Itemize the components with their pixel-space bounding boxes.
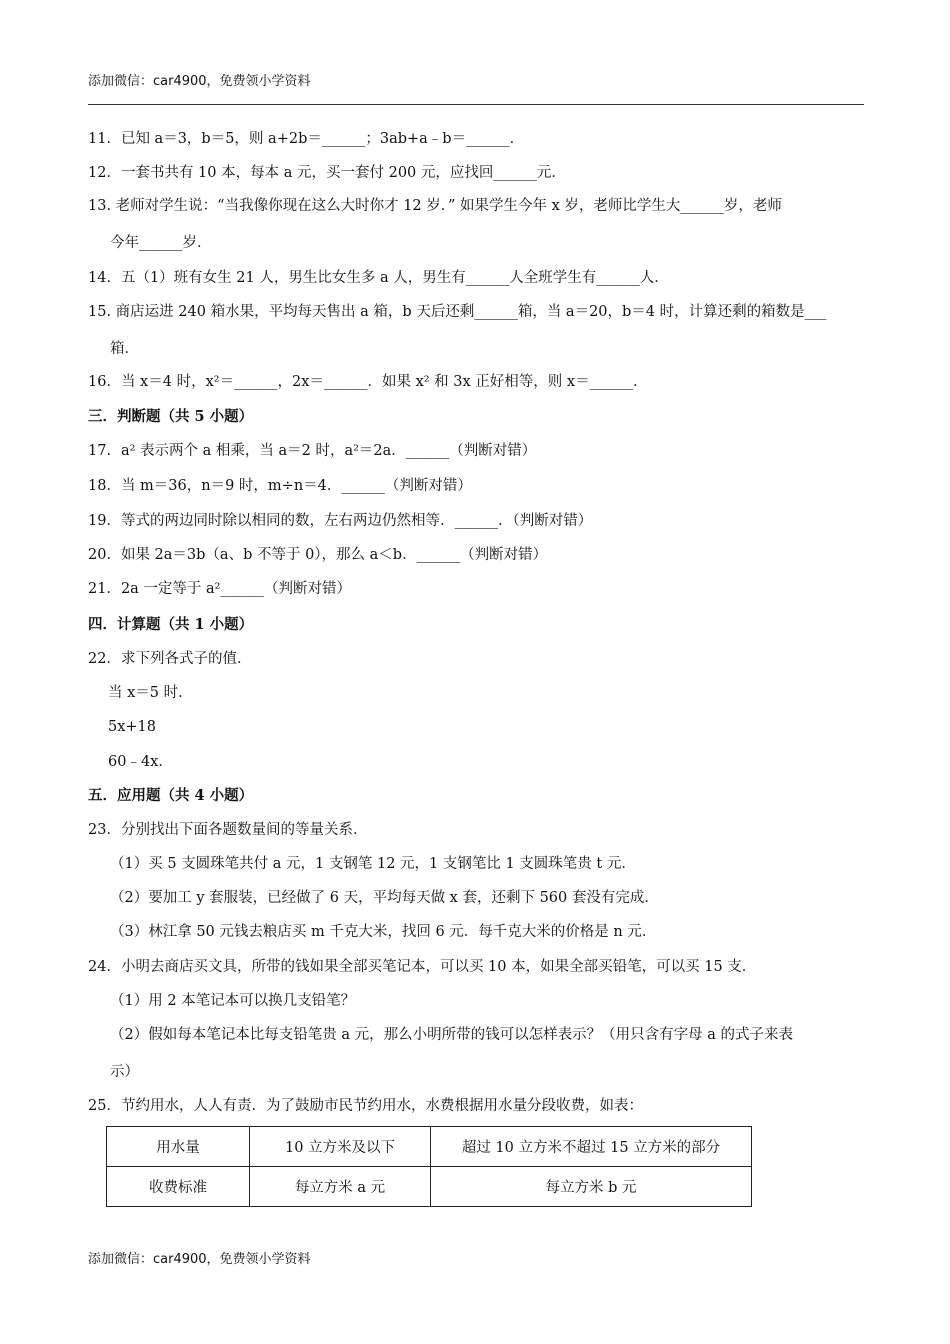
question-19: 19．等式的两边同时除以相同的数，左右两边仍然相等．______．（判断对错） xyxy=(88,513,593,529)
question-12: 12．一套书共有 10 本，每本 a 元，买一套付 200 元，应找回______元． xyxy=(88,165,566,181)
table-row xyxy=(107,1167,752,1207)
table-row xyxy=(107,1127,752,1167)
section-calculation: 四．计算题（共 1 小题） xyxy=(88,616,254,633)
question-21: 21．2a 一定等于 a²______（判断对错） xyxy=(88,581,351,597)
page-footer: 添加微信：car4900，免费领小学资料 xyxy=(88,1252,311,1267)
question-24-part-2: （2）假如每本笔记本比每支铅笔贵 a 元，那么小明所带的钱可以怎样表示？（用只含有字母 a 的式子来表 xyxy=(110,1027,793,1043)
table-cell: 10 立方米及以下 xyxy=(250,1127,431,1167)
section-judgement: 三．判断题（共 5 小题） xyxy=(88,408,254,425)
question-15: 15. 商店运进 240 箱水果，平均每天售出 a 箱，b 天后还剩______箱，当 a＝20，b＝4 时，计算还剩的箱数是___ xyxy=(88,304,827,320)
question-15-cont: 箱． xyxy=(110,341,139,357)
question-25: 25．节约用水，人人有责．为了鼓励市民节约用水，水费根据用水量分段收费，如表： xyxy=(88,1098,643,1114)
table-cell: 用水量 xyxy=(107,1127,250,1167)
table-cell: 每立方米 b 元 xyxy=(431,1167,752,1207)
question-22: 22．求下列各式子的值． xyxy=(88,651,252,667)
question-23-part-1: （1）买 5 支圆珠笔共付 a 元，1 支钢笔 12 元，1 支钢笔比 1 支圆珠笔贵 t 元． xyxy=(110,856,636,872)
table-cell: 超过 10 立方米不超过 15 立方米的部分 xyxy=(431,1127,752,1167)
question-20: 20．如果 2a＝3b（a、b 不等于 0），那么 a＜b．______（判断对错） xyxy=(88,547,548,563)
table-cell: 收费标准 xyxy=(107,1167,250,1207)
question-14: 14．五（1）班有女生 21 人，男生比女生多 a 人，男生有______人全班学生有______人． xyxy=(88,270,669,286)
question-18: 18．当 m＝36，n＝9 时，m÷n＝4．______（判断对错） xyxy=(88,478,472,494)
section-application: 五．应用题（共 4 小题） xyxy=(88,787,254,804)
water-fee-table xyxy=(106,1126,752,1207)
question-22-expr-2: 60﹣4x． xyxy=(108,754,173,770)
question-16: 16．当 x＝4 时，x²＝______，2x＝______．如果 x² 和 3x 正好相等，则 x＝______． xyxy=(88,374,648,390)
question-23: 23．分别找出下面各题数量间的等量关系． xyxy=(88,822,368,838)
question-22-expr-1: 5x+18 xyxy=(108,719,157,735)
question-24: 24．小明去商店买文具，所带的钱如果全部买笔记本，可以买 10 本，如果全部买铅笔，可以买 15 支． xyxy=(88,959,757,975)
question-22-condition: 当 x＝5 时． xyxy=(108,685,193,701)
question-17: 17．a² 表示两个 a 相乘，当 a＝2 时，a²＝2a．______（判断对错） xyxy=(88,443,537,459)
header-rule xyxy=(88,104,864,105)
question-24-part-1: （1）用 2 本笔记本可以换几支铅笔？ xyxy=(110,993,356,1009)
page-header: 添加微信：car4900，免费领小学资料 xyxy=(88,74,311,89)
question-24-part-2-cont: 示） xyxy=(110,1064,139,1080)
table-cell: 每立方米 a 元 xyxy=(250,1167,431,1207)
question-13-cont: 今年______岁． xyxy=(110,235,212,251)
question-23-part-2: （2）要加工 y 套服装，已经做了 6 天，平均每天做 x 套，还剩下 560 套没有完成． xyxy=(110,890,659,906)
question-13: 13. 老师对学生说：“当我像你现在这么大时你才 12 岁．” 如果学生今年 x 岁，老师比学生大______岁，老师 xyxy=(88,198,782,214)
question-11: 11．已知 a＝3，b＝5，则 a+2b＝______；3ab+a﹣b＝______． xyxy=(88,131,525,147)
question-23-part-3: （3）林江拿 50 元钱去粮店买 m 千克大米，找回 6 元．每千克大米的价格是 n 元． xyxy=(110,924,657,940)
